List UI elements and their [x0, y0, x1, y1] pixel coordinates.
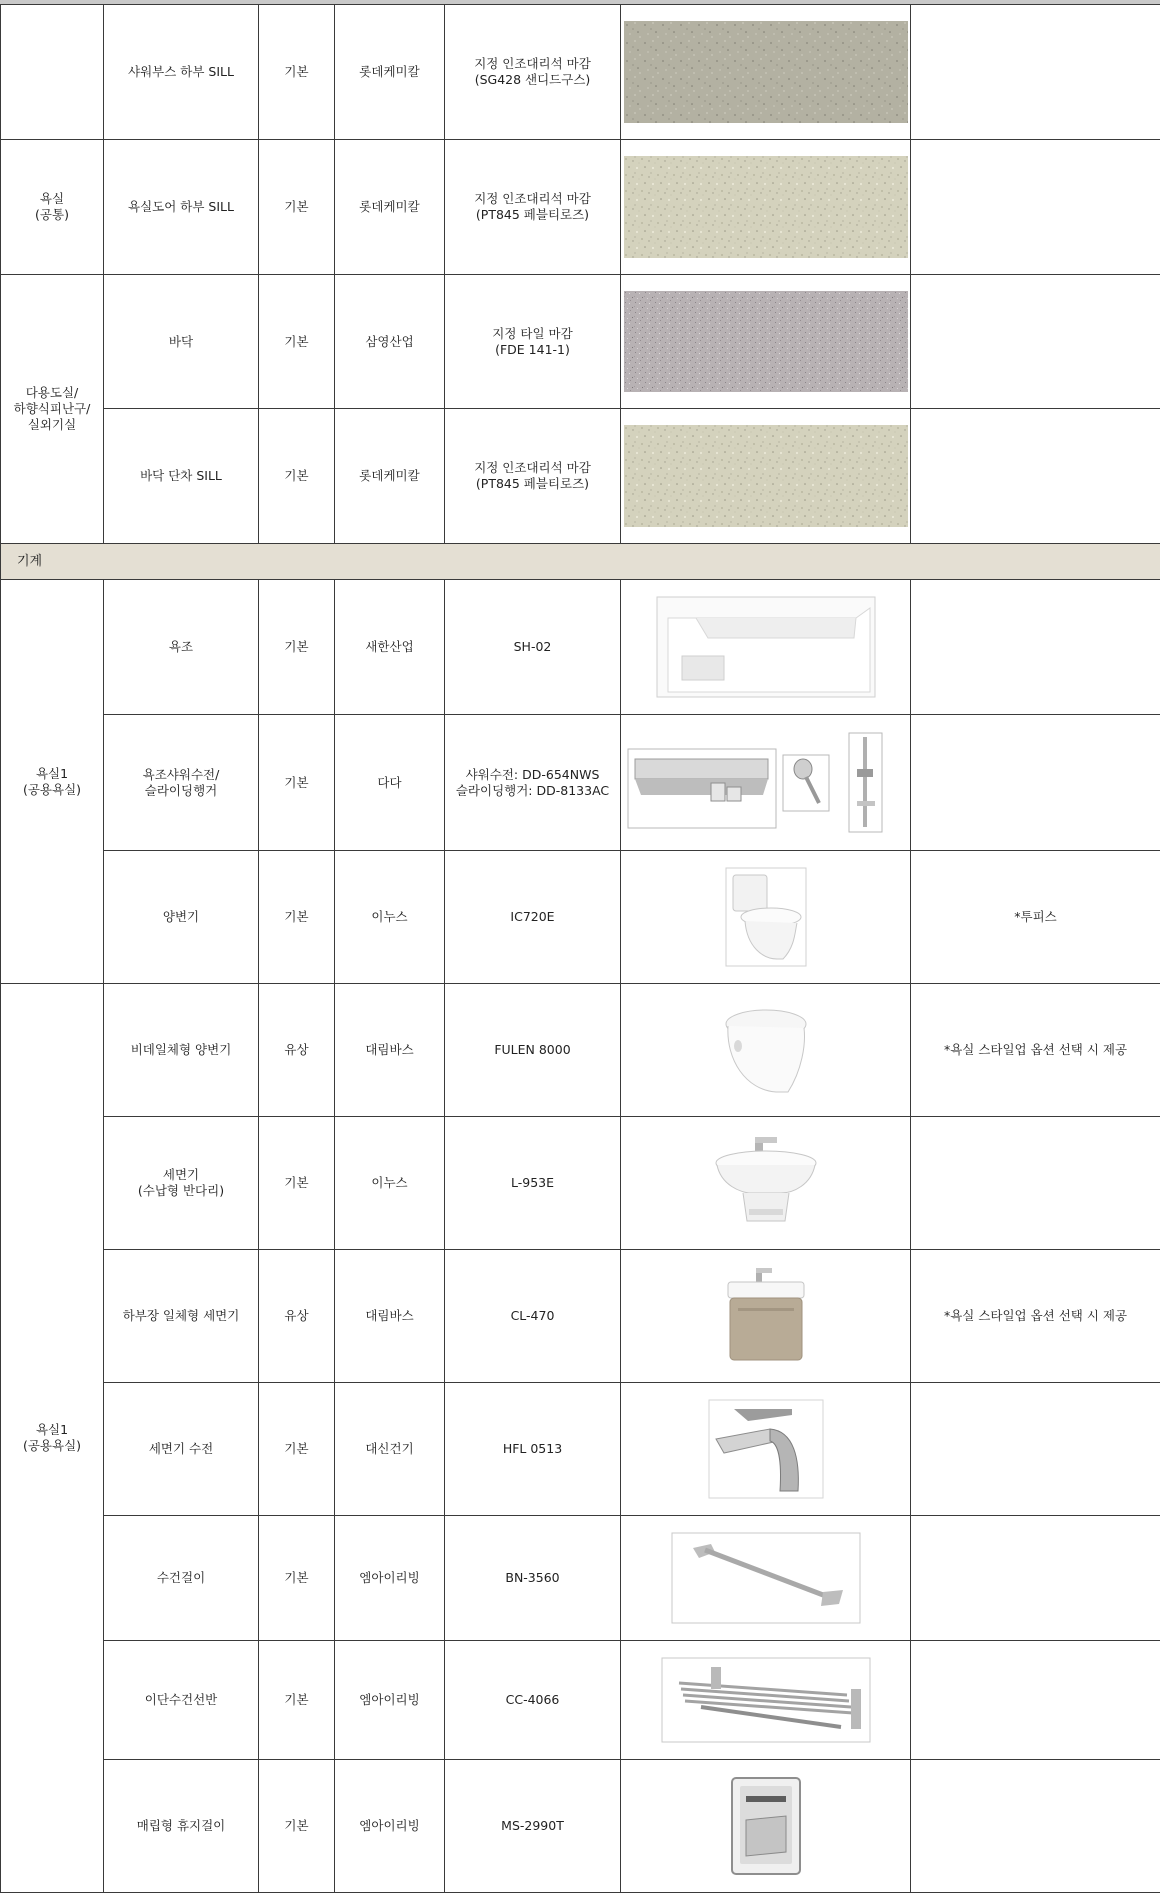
item-cell: 샤워부스 하부 SILL — [104, 5, 259, 140]
washbasin-image — [711, 1133, 821, 1233]
remark-cell — [911, 1117, 1160, 1250]
item-cell: 세면기 (수납형 반다리) — [104, 1117, 259, 1250]
bidet-toilet-image — [716, 1000, 816, 1100]
paper-holder-image — [730, 1776, 802, 1876]
remark-cell — [911, 140, 1160, 275]
grade-cell: 기본 — [259, 1760, 335, 1893]
grade-cell: 기본 — [259, 275, 335, 409]
table-row — [1, 1250, 1160, 1383]
item-cell: 욕실도어 하부 SILL — [104, 140, 259, 275]
table-row — [1, 409, 1160, 544]
remark-cell — [911, 275, 1160, 409]
maker-cell: 다다 — [335, 715, 445, 851]
spec-cell: FULEN 8000 — [445, 984, 621, 1117]
item-cell: 수건걸이 — [104, 1516, 259, 1641]
grade-cell: 기본 — [259, 580, 335, 715]
maker-cell: 롯데케미칼 — [335, 5, 445, 140]
remark-cell — [911, 715, 1160, 851]
photo-cell — [621, 1383, 911, 1516]
item-cell: 매립형 휴지걸이 — [104, 1760, 259, 1893]
section-title: 기계 — [1, 544, 1160, 580]
grade-cell: 유상 — [259, 984, 335, 1117]
area-cell: 욕실1 (공용욕실) — [1, 580, 104, 984]
area-cell — [1, 5, 104, 140]
maker-cell: 대신건기 — [335, 1383, 445, 1516]
photo-cell — [621, 715, 911, 851]
remark-cell: *욕실 스타일업 옵션 선택 시 제공 — [911, 984, 1160, 1117]
item-cell: 바닥 단차 SILL — [104, 409, 259, 544]
sg428-swatch-image — [624, 21, 908, 123]
grade-cell: 기본 — [259, 409, 335, 544]
photo-cell — [621, 1760, 911, 1893]
remark-cell — [911, 5, 1160, 140]
grade-cell: 기본 — [259, 851, 335, 984]
grade-cell: 기본 — [259, 1641, 335, 1760]
table-row — [1, 715, 1160, 851]
table-row — [1, 580, 1160, 715]
table-row — [1, 984, 1160, 1117]
spec-cell: 샤워수전: DD-654NWS 슬라이딩행거: DD-8133AC — [445, 715, 621, 851]
towel-shelf-image — [661, 1657, 871, 1743]
spec-cell: HFL 0513 — [445, 1383, 621, 1516]
maker-cell: 대림바스 — [335, 1250, 445, 1383]
table-row — [1, 140, 1160, 275]
remark-cell — [911, 1760, 1160, 1893]
item-cell: 욕조 — [104, 580, 259, 715]
spec-cell: 지정 인조대리석 마감 (PT845 페블티로즈) — [445, 140, 621, 275]
table-row — [1, 1760, 1160, 1893]
spec-cell: SH-02 — [445, 580, 621, 715]
remark-cell: *투피스 — [911, 851, 1160, 984]
spec-cell: 지정 인조대리석 마감 (PT845 페블티로즈) — [445, 409, 621, 544]
table-row — [1, 851, 1160, 984]
item-cell: 세면기 수전 — [104, 1383, 259, 1516]
grade-cell: 기본 — [259, 5, 335, 140]
item-cell: 욕조샤워수전/ 슬라이딩행거 — [104, 715, 259, 851]
spec-cell: 지정 타일 마감 (FDE 141-1) — [445, 275, 621, 409]
photo-cell — [621, 1250, 911, 1383]
area-cell: 욕실1 (공용욕실) — [1, 984, 104, 1893]
maker-cell: 이누스 — [335, 851, 445, 984]
swatch-cell — [621, 409, 911, 544]
spec-cell: IC720E — [445, 851, 621, 984]
maker-cell: 엠아이리빙 — [335, 1760, 445, 1893]
area-cell: 욕실 (공통) — [1, 140, 104, 275]
maker-cell: 롯데케미칼 — [335, 140, 445, 275]
maker-cell: 대림바스 — [335, 984, 445, 1117]
item-cell: 양변기 — [104, 851, 259, 984]
swatch-cell — [621, 140, 911, 275]
grade-cell: 기본 — [259, 1383, 335, 1516]
spec-cell: L-953E — [445, 1117, 621, 1250]
pt845-swatch-image — [624, 425, 908, 527]
swatch-cell — [621, 5, 911, 140]
basin-faucet-image — [708, 1399, 824, 1499]
photo-cell — [621, 851, 911, 984]
grade-cell: 기본 — [259, 715, 335, 851]
table-row — [1, 1516, 1160, 1641]
remark-cell: *욕실 스타일업 옵션 선택 시 제공 — [911, 1250, 1160, 1383]
grade-cell: 유상 — [259, 1250, 335, 1383]
grade-cell: 기본 — [259, 1117, 335, 1250]
toilet-image — [725, 867, 807, 967]
towel-bar-image — [671, 1532, 861, 1624]
section-row — [1, 544, 1160, 580]
remark-cell — [911, 1383, 1160, 1516]
photo-cell — [621, 1641, 911, 1760]
maker-cell: 엠아이리빙 — [335, 1641, 445, 1760]
spec-cell: 지정 인조대리석 마감 (SG428 샌디드구스) — [445, 5, 621, 140]
spec-cell: CC-4066 — [445, 1641, 621, 1760]
spec-table — [0, 4, 1160, 1893]
maker-cell: 삼영산업 — [335, 275, 445, 409]
vanity-basin-image — [724, 1266, 808, 1366]
item-cell: 하부장 일체형 세면기 — [104, 1250, 259, 1383]
area-cell: 다용도실/ 하향식피난구/ 실외기실 — [1, 275, 104, 544]
table-row — [1, 1117, 1160, 1250]
fde141-swatch-image — [624, 291, 908, 392]
photo-cell — [621, 580, 911, 715]
remark-cell — [911, 1516, 1160, 1641]
remark-cell — [911, 409, 1160, 544]
spec-cell: MS-2990T — [445, 1760, 621, 1893]
table-row — [1, 5, 1160, 140]
item-cell: 이단수건선반 — [104, 1641, 259, 1760]
item-cell: 바닥 — [104, 275, 259, 409]
table-row — [1, 1383, 1160, 1516]
remark-cell — [911, 580, 1160, 715]
maker-cell: 이누스 — [335, 1117, 445, 1250]
photo-cell — [621, 1117, 911, 1250]
item-cell: 비데일체형 양변기 — [104, 984, 259, 1117]
swatch-cell — [621, 275, 911, 409]
photo-cell — [621, 984, 911, 1117]
photo-cell — [621, 1516, 911, 1641]
shower-faucet-image — [623, 731, 909, 834]
grade-cell: 기본 — [259, 1516, 335, 1641]
pt845-swatch-image — [624, 156, 908, 258]
bathtub-image — [656, 596, 876, 698]
spec-cell: BN-3560 — [445, 1516, 621, 1641]
maker-cell: 엠아이리빙 — [335, 1516, 445, 1641]
grade-cell: 기본 — [259, 140, 335, 275]
spec-cell: CL-470 — [445, 1250, 621, 1383]
maker-cell: 새한산업 — [335, 580, 445, 715]
maker-cell: 롯데케미칼 — [335, 409, 445, 544]
remark-cell — [911, 1641, 1160, 1760]
table-row — [1, 275, 1160, 409]
table-row — [1, 1641, 1160, 1760]
